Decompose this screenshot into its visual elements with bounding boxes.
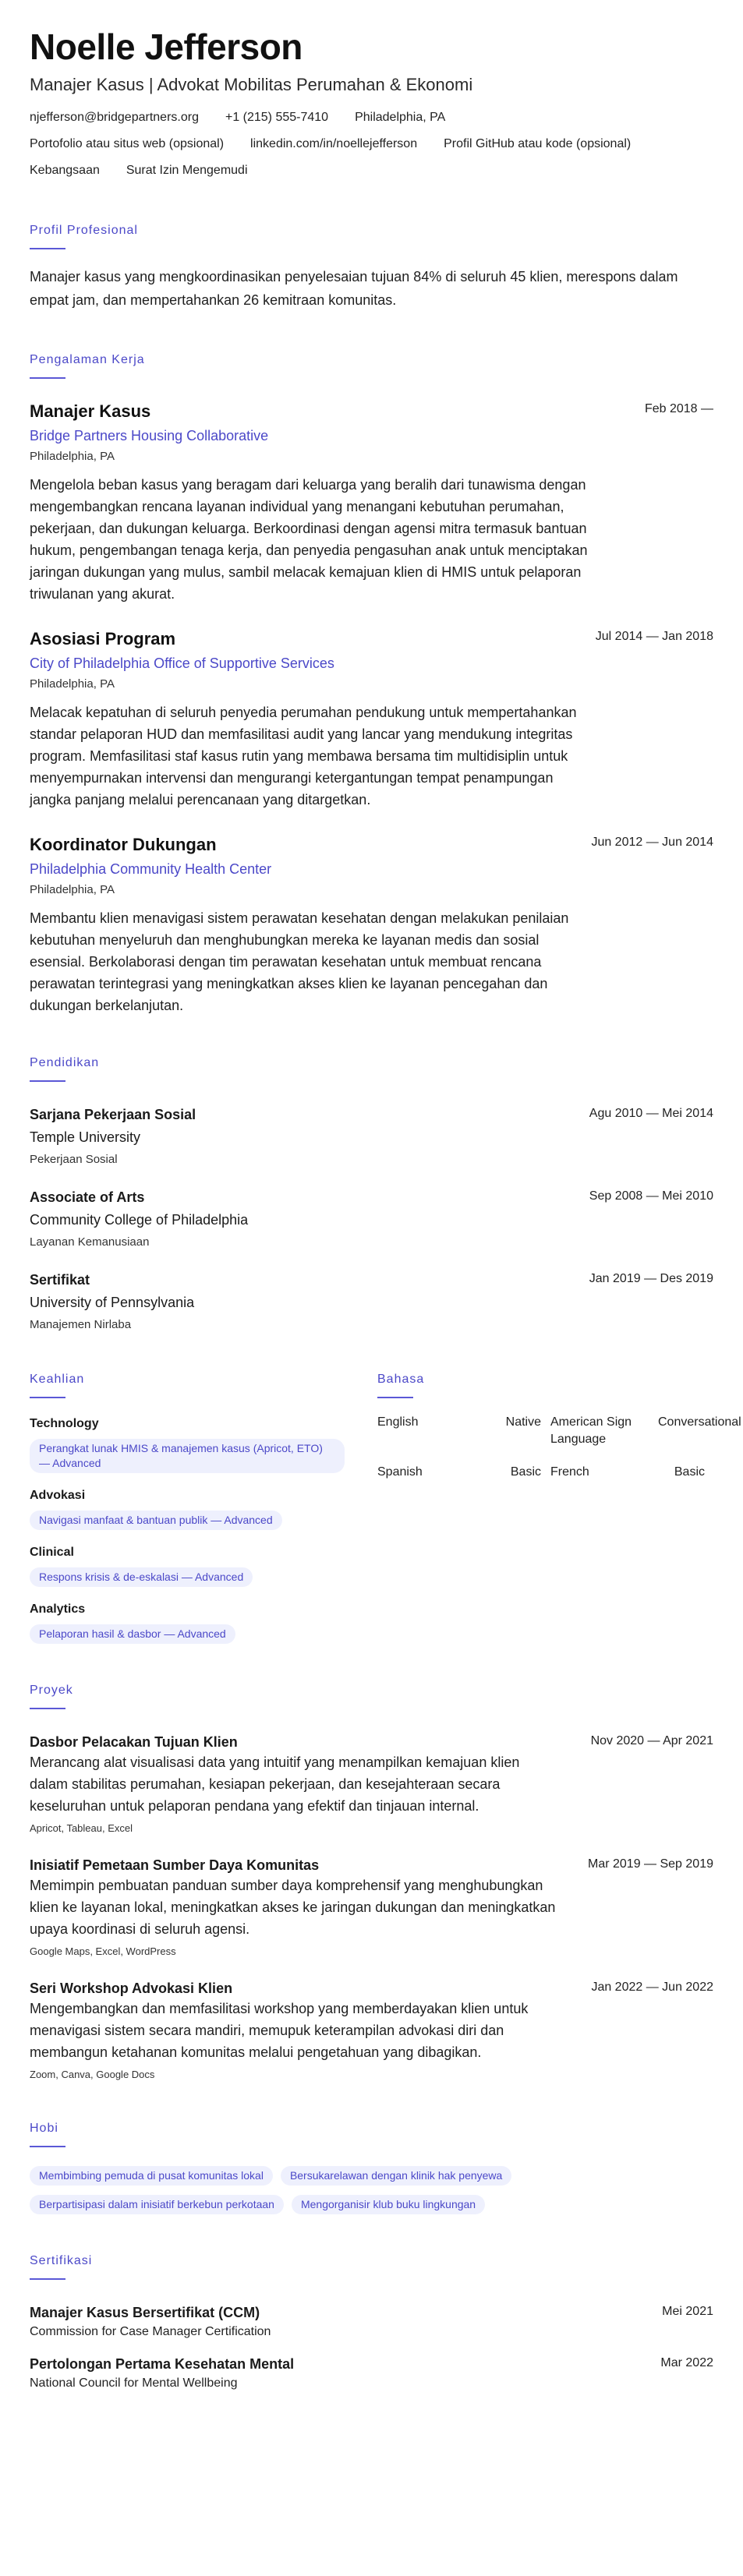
project-tech: Apricot, Tableau, Excel (30, 1822, 133, 1834)
project-entry (30, 1856, 713, 1959)
project-dates: Nov 2020 — Apr 2021 (590, 1734, 713, 1747)
language-level: Native (505, 1415, 541, 1429)
location: Philadelphia, PA (355, 111, 446, 124)
education-entry (30, 1188, 713, 1250)
skill-category: Analytics (30, 1602, 86, 1616)
job-title: Koordinator Dukungan (30, 835, 217, 854)
candidate-name: Noelle Jefferson (30, 27, 303, 67)
section-rule (30, 1080, 65, 1082)
project-title: Dasbor Pelacakan Tujuan Klien (30, 1734, 238, 1750)
skills-languages-row (30, 1372, 741, 1644)
project-entry (30, 1733, 713, 1836)
hobbies-list (30, 2157, 607, 2214)
hobby-pill: Berpartisipasi dalam inisiatif berkebun perkotaan (30, 2195, 284, 2214)
project-entry (30, 1979, 713, 2082)
skill-group (30, 1415, 377, 1473)
skill-category: Clinical (30, 1546, 74, 1559)
job-entry (30, 628, 713, 811)
language-level: Basic (510, 1465, 541, 1479)
degree: Sarjana Pekerjaan Sosial (30, 1107, 196, 1122)
certification-name: Manajer Kasus Bersertifikat (CCM) (30, 2305, 260, 2320)
job-dates: Jun 2012 — Jun 2014 (591, 836, 713, 849)
certification-issuer: National Council for Mental Wellbeing (30, 2376, 238, 2390)
section-rule (30, 1708, 65, 1709)
job-location: Philadelphia, PA (30, 677, 115, 691)
email-link[interactable]: njefferson@bridgepartners.org (30, 111, 199, 124)
project-description: Mengembangkan dan memfasilitasi workshop yang memberdayakan klien untuk menavigasi sistem secara mandiri, memupuk keterampilan advokasi diri dan membangun ketahanan komunitas melalui pengetahuan yang dibagikan. (30, 2001, 529, 2060)
field-of-study: Layanan Kemanusiaan (30, 1235, 150, 1249)
section-title-profile: Profil Profesional (30, 224, 138, 237)
school: Temple University (30, 1129, 141, 1145)
certification-date: Mar 2022 (660, 2356, 713, 2369)
job-organization: Philadelphia Community Health Center (30, 861, 272, 877)
education-dates: Jan 2019 — Des 2019 (589, 1272, 713, 1285)
project-title: Inisiatif Pemetaan Sumber Daya Komunitas (30, 1857, 320, 1873)
education-entry (30, 1270, 713, 1333)
project-description: Merancang alat visualisasi data yang intuitif yang menampilkan kemajuan klien dalam stabilitas perumahan, kesiapan pekerjaan, dan kesejahteraan secara keseluruhan untuk pelaporan pendana yang efektif dan tinjauan internal. (30, 1754, 520, 1814)
personal-row (30, 162, 713, 179)
contact-row (30, 109, 713, 126)
job-location: Philadelphia, PA (30, 883, 115, 896)
job-description: Melacak kepatuhan di seluruh penyedia perumahan pendukung untuk mempertahankan standar pelaporan HUD dan memfasilitasi audit yang lancar yang mendukung integritas program. Memfasilitasi staf kasus rutin yang membawa bersama tim multidisiplin untuk menyempurnakan intervensi dan mengurangi ketergantungan tempat penampungan jangka panjang melalui perencanaan yang ditargetkan. (30, 705, 577, 807)
job-entry (30, 834, 713, 1016)
section-title-skills: Keahlian (30, 1373, 85, 1386)
hobby-pill: Membimbing pemuda di pusat komunitas lokal (30, 2166, 273, 2186)
section-title-languages: Bahasa (377, 1373, 425, 1386)
skill-pill: Pelaporan hasil & dasbor — Advanced (30, 1624, 235, 1644)
section-title-experience: Pengalaman Kerja (30, 353, 145, 366)
hobby-pill: Bersukarelawan dengan klinik hak penyewa (281, 2166, 511, 2186)
education-dates: Agu 2010 — Mei 2014 (589, 1107, 713, 1120)
section-rule (30, 2278, 65, 2280)
section-rule (30, 248, 65, 249)
phone-number[interactable]: +1 (215) 555-7410 (225, 111, 329, 124)
nationality: Kebangsaan (30, 164, 100, 177)
portfolio-link[interactable]: Portofolio atau situs web (opsional) (30, 137, 225, 150)
skills-column (30, 1372, 377, 1644)
certification-name: Pertolongan Pertama Kesehatan Mental (30, 2356, 295, 2372)
certification-date: Mei 2021 (662, 2305, 713, 2318)
degree: Sertifikat (30, 1272, 90, 1288)
project-description: Memimpin pembuatan panduan sumber daya komprehensif yang menghubungkan klien ke layanan lokal, meningkatkan akses ke jaringan dukungan dan meningkatkan upaya koordinasi di seluruh agensi. (30, 1878, 556, 1937)
job-description: Membantu klien menavigasi sistem perawatan kesehatan dengan melakukan penilaian kebutuhan menyeluruh dan menghubungkan mereka ke layanan medis dan sosial esensial. Berkolaborasi dengan tim perawatan kesehatan untuk membuat rencana perawatan terintegrasi yang meningkatkan akses klien ke layanan pencegahan dan dukungan berkelanjutan. (30, 910, 569, 1013)
links-row (30, 136, 713, 153)
languages-column (377, 1372, 741, 1644)
section-rule (377, 1397, 413, 1398)
project-dates: Mar 2019 — Sep 2019 (588, 1857, 713, 1871)
section-rule (30, 2146, 65, 2147)
language-name: Spanish (377, 1465, 423, 1479)
language-name: English (377, 1415, 419, 1429)
drivers-license: Surat Izin Mengemudi (126, 164, 248, 177)
skill-pill: Perangkat lunak HMIS & manajemen kasus (Apricot, ETO) — Advanced (30, 1439, 345, 1473)
language-name: French (550, 1465, 589, 1479)
section-title-education: Pendidikan (30, 1056, 100, 1069)
linkedin-link[interactable]: linkedin.com/in/noellejefferson (250, 137, 418, 150)
section-title-hobbies: Hobi (30, 2122, 58, 2135)
hobby-pill: Mengorganisir klub buku lingkungan (292, 2195, 485, 2214)
degree: Associate of Arts (30, 1189, 145, 1205)
job-title: Manajer Kasus (30, 401, 151, 421)
field-of-study: Pekerjaan Sosial (30, 1153, 118, 1166)
job-organization: City of Philadelphia Office of Supportive Services (30, 655, 334, 671)
school: Community College of Philadelphia (30, 1212, 249, 1228)
certification-entry (30, 2303, 713, 2341)
language-level: Basic (674, 1465, 705, 1479)
certification-issuer: Commission for Case Manager Certification (30, 2325, 271, 2338)
skill-pill: Navigasi manfaat & bantuan publik — Advanced (30, 1511, 282, 1530)
profile-summary: Manajer kasus yang mengkoordinasikan penyelesaian tujuan 84% di seluruh 45 klien, merespons dalam empat jam, dan mempertahankan 26 kemitraan komunitas. (30, 269, 678, 308)
skill-pill: Respons krisis & de-eskalasi — Advanced (30, 1567, 253, 1587)
language-level: Conversational (658, 1415, 741, 1429)
github-link[interactable]: Profil GitHub atau kode (opsional) (444, 137, 632, 150)
skill-category: Technology (30, 1417, 99, 1430)
section-title-certifications: Sertifikasi (30, 2254, 93, 2267)
education-dates: Sep 2008 — Mei 2010 (589, 1189, 713, 1203)
languages-grid (377, 1414, 741, 1481)
skill-category: Advokasi (30, 1489, 86, 1502)
job-title: Asosiasi Program (30, 629, 176, 648)
job-organization: Bridge Partners Housing Collaborative (30, 428, 269, 443)
field-of-study: Manajemen Nirlaba (30, 1318, 132, 1331)
project-tech: Google Maps, Excel, WordPress (30, 1945, 176, 1957)
skill-group (30, 1487, 377, 1530)
project-tech: Zoom, Canva, Google Docs (30, 2069, 155, 2080)
skill-group (30, 1601, 377, 1644)
job-dates: Jul 2014 — Jan 2018 (595, 630, 713, 643)
school: University of Pennsylvania (30, 1295, 195, 1310)
section-rule (30, 1397, 65, 1398)
section-rule (30, 377, 65, 379)
headline: Manajer Kasus | Advokat Mobilitas Perumahan & Ekonomi (30, 75, 473, 94)
project-dates: Jan 2022 — Jun 2022 (591, 1981, 713, 1994)
job-entry (30, 401, 713, 605)
job-location: Philadelphia, PA (30, 450, 115, 463)
language-name: American Sign Language (550, 1415, 632, 1446)
section-title-projects: Proyek (30, 1684, 73, 1697)
education-entry (30, 1105, 713, 1168)
project-title: Seri Workshop Advokasi Klien (30, 1981, 233, 1996)
job-description: Mengelola beban kasus yang beragam dari keluarga yang beralih dari tunawisma dengan mengembangkan rencana layanan individual yang menangani kebutuhan perumahan, pekerjaan, dan dukungan keluarga. Berkoordinasi dengan agensi mitra termasuk bantuan hukum, pengembangan tenaga kerja, dan penyedia pengasuhan anak untuk menciptakan jaringan dukungan yang mulus, sambil melacak kemajuan klien di HMIS untuk pelaporan triwulanan yang akurat. (30, 477, 588, 602)
job-dates: Feb 2018 — (644, 402, 713, 415)
skill-group (30, 1544, 377, 1587)
certification-entry (30, 2355, 713, 2392)
